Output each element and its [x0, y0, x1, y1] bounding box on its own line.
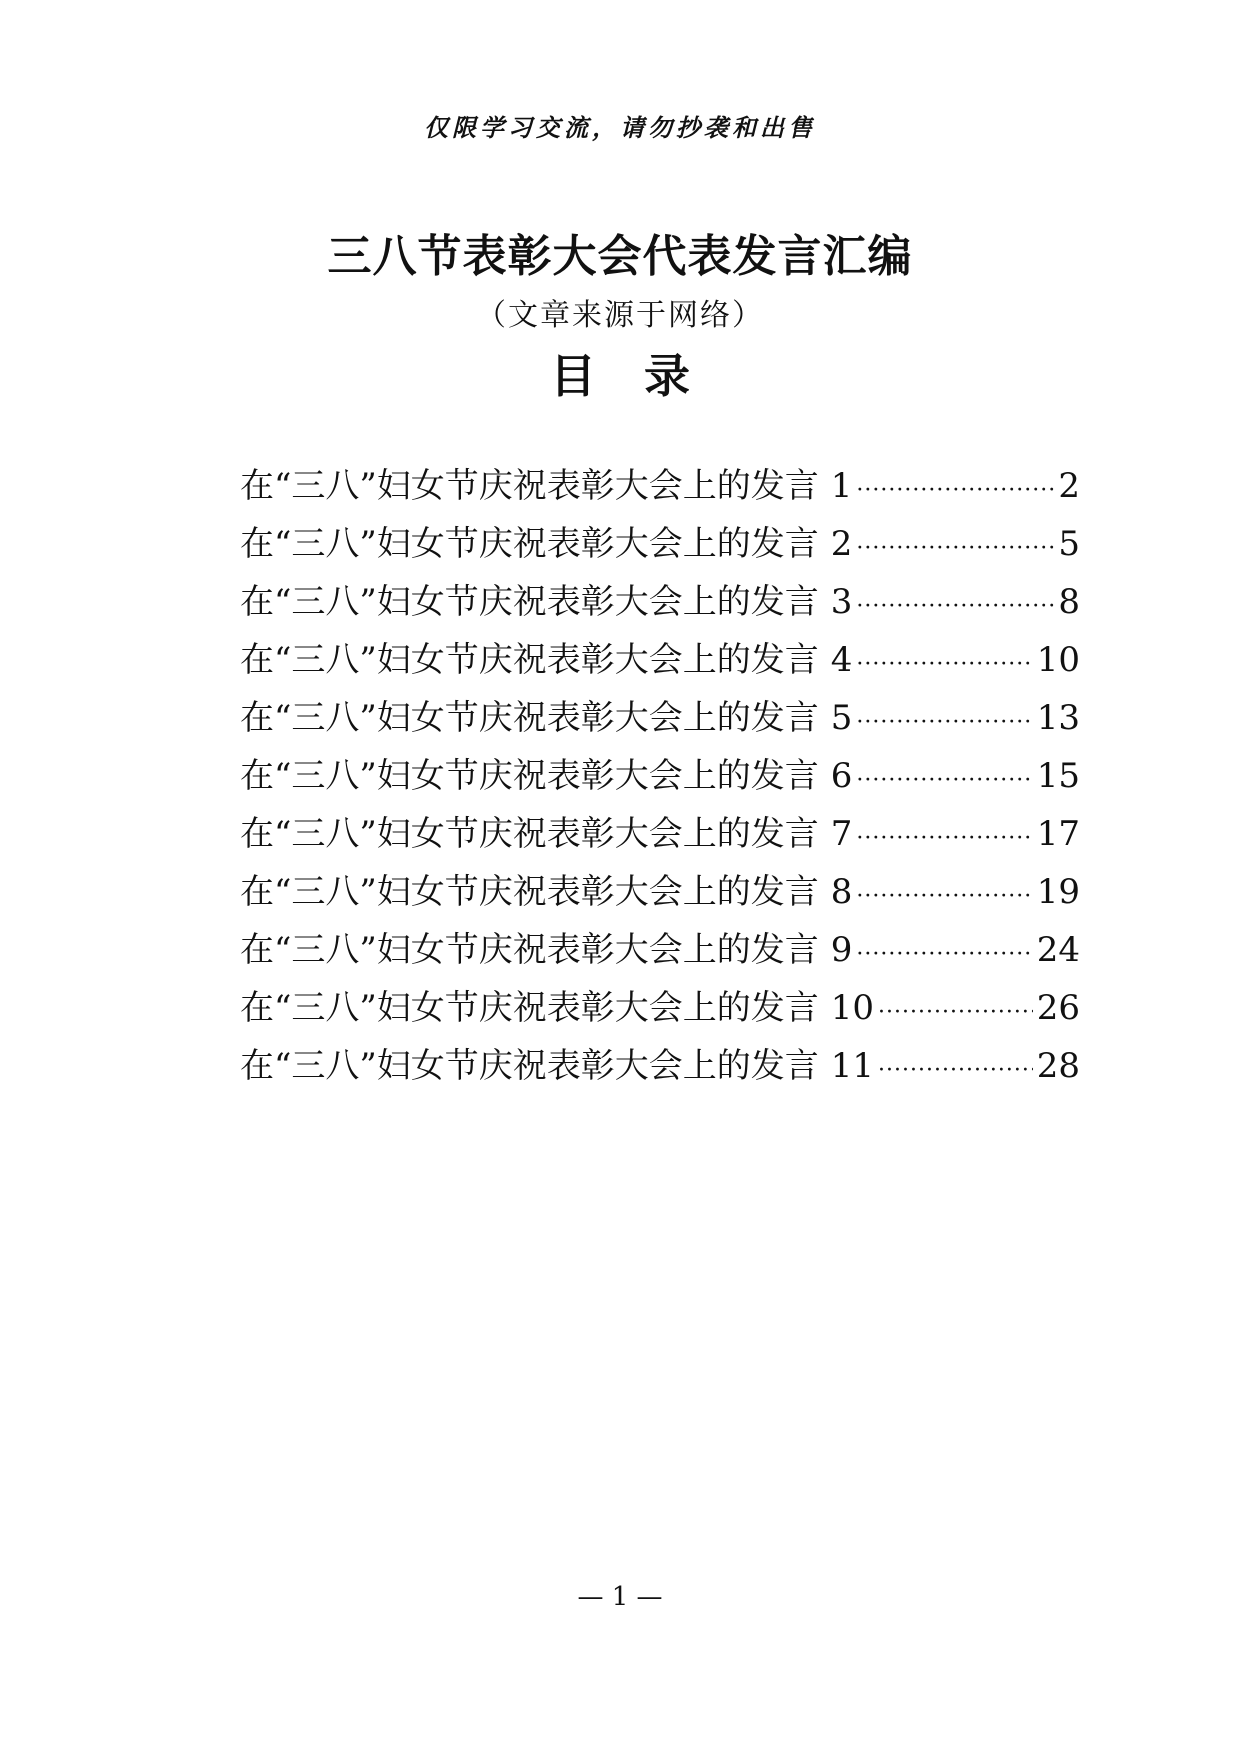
toc-entry-title: 在“三八”妇女节庆祝表彰大会上的发言	[240, 930, 819, 970]
toc-entry[interactable]	[240, 1038, 1080, 1096]
page-number: — 1 —	[577, 1582, 663, 1612]
toc-entry[interactable]	[240, 516, 1080, 574]
toc-entry[interactable]	[240, 806, 1080, 864]
toc-leader-dots	[856, 768, 1032, 793]
toc-heading-char-2: 录	[644, 349, 690, 403]
toc-entry-page: 10	[1036, 640, 1080, 680]
toc-entry-title: 在“三八”妇女节庆祝表彰大会上的发言	[240, 698, 819, 738]
toc-entry-number: 1	[830, 466, 853, 506]
toc-entry[interactable]	[240, 864, 1080, 922]
source-note: （文章来源于网络）	[476, 298, 764, 333]
toc-leader-dots	[856, 826, 1032, 851]
toc-entry-title: 在“三八”妇女节庆祝表彰大会上的发言	[240, 814, 819, 854]
toc-entry-number: 4	[830, 640, 853, 680]
toc-entry[interactable]	[240, 458, 1080, 516]
toc-entry[interactable]	[240, 748, 1080, 806]
toc-leader-dots	[856, 478, 1054, 503]
toc-entry[interactable]	[240, 922, 1080, 980]
toc-entry-title: 在“三八”妇女节庆祝表彰大会上的发言	[240, 1046, 819, 1086]
toc-entry-title: 在“三八”妇女节庆祝表彰大会上的发言	[240, 872, 819, 912]
toc-entry[interactable]	[240, 690, 1080, 748]
toc-leader-dots	[856, 536, 1054, 561]
toc-leader-dots	[878, 1000, 1033, 1025]
toc-entry-number: 11	[830, 1046, 875, 1086]
toc-entry-page: 17	[1036, 814, 1080, 854]
toc-leader-dots	[856, 594, 1054, 619]
toc-entry-number: 2	[830, 524, 853, 564]
toc-entry-number: 5	[830, 698, 853, 738]
toc-entry-title: 在“三八”妇女节庆祝表彰大会上的发言	[240, 524, 819, 564]
toc-entry-title: 在“三八”妇女节庆祝表彰大会上的发言	[240, 756, 819, 796]
toc-entry[interactable]	[240, 980, 1080, 1038]
toc-heading	[0, 340, 1240, 406]
toc-entry-number: 7	[830, 814, 853, 854]
toc-entry-number: 9	[830, 930, 853, 970]
toc-entry-page: 2	[1058, 466, 1080, 506]
toc-leader-dots	[856, 710, 1032, 735]
toc-leader-dots	[856, 652, 1032, 677]
toc-entry-title: 在“三八”妇女节庆祝表彰大会上的发言	[240, 466, 819, 506]
toc-entry-page: 8	[1058, 582, 1080, 622]
toc-entry-page: 28	[1036, 1046, 1080, 1086]
toc-entry-page: 13	[1036, 698, 1080, 738]
table-of-contents	[240, 458, 1080, 1096]
toc-entry-number: 8	[830, 872, 853, 912]
toc-entry[interactable]	[240, 632, 1080, 690]
copyright-notice: 仅限学习交流，请勿抄袭和出售	[424, 113, 816, 142]
toc-entry-number: 6	[830, 756, 853, 796]
toc-entry-title: 在“三八”妇女节庆祝表彰大会上的发言	[240, 988, 819, 1028]
toc-heading-char-1: 目	[550, 349, 596, 403]
toc-leader-dots	[856, 942, 1032, 967]
toc-entry-title: 在“三八”妇女节庆祝表彰大会上的发言	[240, 582, 819, 622]
toc-entry-title: 在“三八”妇女节庆祝表彰大会上的发言	[240, 640, 819, 680]
toc-entry-number: 3	[830, 582, 853, 622]
toc-entry-page: 26	[1036, 988, 1080, 1028]
toc-entry-number: 10	[830, 988, 875, 1028]
toc-leader-dots	[856, 884, 1032, 909]
document-title: 三八节表彰大会代表发言汇编	[327, 231, 913, 282]
toc-entry-page: 19	[1036, 872, 1080, 912]
toc-entry-page: 24	[1036, 930, 1080, 970]
toc-entry-page: 15	[1036, 756, 1080, 796]
toc-leader-dots	[878, 1058, 1033, 1083]
toc-entry[interactable]	[240, 574, 1080, 632]
toc-entry-page: 5	[1058, 524, 1080, 564]
